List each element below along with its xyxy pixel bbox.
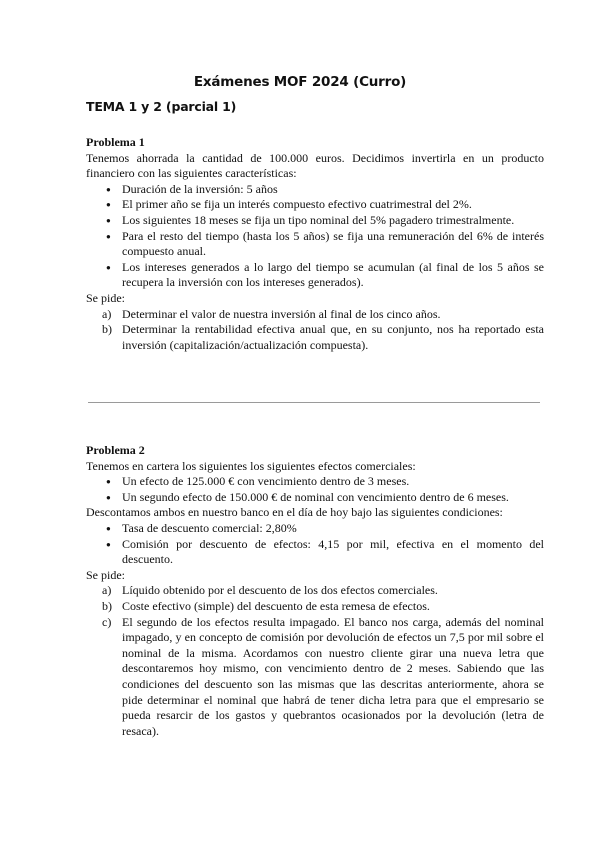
list-item: ● Duración de la inversión: 5 años — [86, 182, 544, 198]
question-marker: b) — [102, 322, 112, 337]
problem-2 — [86, 443, 544, 739]
problem-2-effects — [86, 474, 544, 505]
problem-1-ask: Se pide: — [86, 290, 125, 305]
question-item — [86, 599, 544, 615]
section-divider — [88, 402, 540, 403]
list-item: ● Comisión por descuento de efectos: 4,15 por mil, efectiva en el momento del descuento. — [86, 537, 544, 568]
document-title: Exámenes MOF 2024 (Curro) — [193, 74, 407, 90]
problem-2-conditions-intro: Descontamos ambos en nuestro banco en el día de hoy bajo las siguientes condiciones: — [86, 505, 503, 520]
problem-2-questions — [86, 583, 544, 739]
list-item: ● Un efecto de 125.000 € con vencimiento dentro de 3 meses. — [86, 474, 544, 490]
list-item: ● Un segundo efecto de 150.000 € de nominal con vencimiento dentro de 6 meses. — [86, 490, 544, 506]
question-marker: a) — [102, 306, 112, 321]
question-text: Coste efectivo (simple) del descuento de esta remesa de efectos. — [122, 598, 430, 613]
problem-2-ask: Se pide: — [86, 567, 125, 582]
document-subtitle: TEMA 1 y 2 (parcial 1) — [86, 99, 237, 114]
list-item: ● El primer año se fija un interés compuesto efectivo cuatrimestral del 2%. — [86, 197, 544, 213]
problem-1-bullets — [86, 182, 544, 291]
question-marker: a) — [102, 583, 112, 598]
question-item — [86, 583, 544, 599]
question-text: El segundo de los efectos resulta impagado. El banco nos carga, además del nominal impagado, y en concepto de comisión por devolución de efectos un 7,5 por mil sobre el nominal de la misma. Acordamos con nuestro cliente girar una nueva letra que descontaremos hoy mismo, con vencimiento dentro de 2 meses. Sabiendo que las condiciones del descuento son las mismas que las descritas anteriormente, ahora se pide determinar el nominal que habrá de tener dicha letra para que el empresario se pueda resarcir de los gastos y quebrantos ocasionados por la devolución (letra de resaca). — [122, 614, 544, 738]
question-text: Determinar la rentabilidad efectiva anual que, en su conjunto, nos ha reportado esta inversión (capitalización/actualización compuesta). — [122, 322, 544, 352]
problem-2-conditions — [86, 521, 544, 568]
question-marker: b) — [102, 598, 112, 613]
question-item — [86, 307, 544, 323]
question-marker: c) — [102, 614, 112, 629]
list-item: ● Los siguientes 18 meses se fija un tipo nominal del 5% pagadero trimestralmente. — [86, 213, 544, 229]
question-item — [86, 322, 544, 353]
problem-1-heading: Problema 1 — [86, 135, 145, 149]
question-text: Líquido obtenido por el descuento de los dos efectos comerciales. — [122, 583, 438, 598]
problem-1-questions — [86, 307, 544, 354]
list-item: ● Tasa de descuento comercial: 2,80% — [86, 521, 544, 537]
list-item: ● Los intereses generados a lo largo del tiempo se acumulan (al final de los 5 años se recupera la inversión con los intereses generados). — [86, 260, 544, 291]
question-item — [86, 615, 544, 740]
problem-1 — [86, 135, 544, 353]
problem-2-intro: Tenemos en cartera los siguientes los siguientes efectos comerciales: — [86, 458, 416, 473]
question-text: Determinar el valor de nuestra inversión al final de los cinco años. — [122, 306, 441, 321]
list-item: ● Para el resto del tiempo (hasta los 5 años) se fija una remuneración del 6% de interés compuesto anual. — [86, 229, 544, 260]
problem-1-intro: Tenemos ahorrada la cantidad de 100.000 euros. Decidimos invertirla en un producto financiero con las siguientes características: — [86, 150, 544, 181]
problem-2-heading: Problema 2 — [86, 443, 145, 457]
